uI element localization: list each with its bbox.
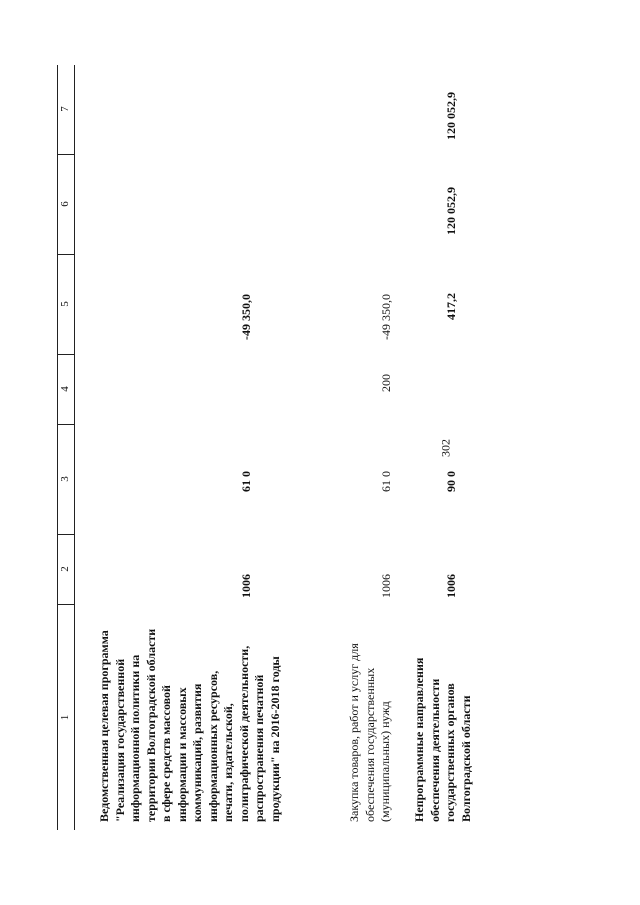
- row-col5: -49 350,0: [239, 294, 253, 340]
- column-number-1: 1: [59, 714, 71, 721]
- page-number: 302: [438, 439, 453, 457]
- row-col5: -49 350,0: [379, 294, 393, 340]
- row-col5: 417,2: [444, 293, 458, 320]
- row-col2: 1006: [239, 574, 253, 598]
- column-number-2: 2: [57, 534, 74, 605]
- row-col3: 61 0: [239, 471, 253, 492]
- row-col6: 120 052,9: [444, 187, 458, 235]
- row-col2: 1006: [379, 574, 393, 598]
- row-name: Ведомственная целевая программа "Реализация государственной информационной политики на территории Волгоградской области в сфере средств массовой информации и массовых коммуникаций, развития информационных ресурсов, печати, издательской, полиграфической деятельности, распространения печатной продукции" на 2016-2018 годы: [97, 628, 282, 822]
- table-header-border: [74, 65, 75, 830]
- row-col3: 61 0: [379, 471, 393, 492]
- row-col4: 200: [379, 374, 393, 392]
- row-name: Закупка товаров, работ и услуг для обеспечения государственных (муниципальных) нужд: [347, 643, 392, 822]
- column-number-4: 4: [57, 354, 74, 425]
- table-row: [97, 65, 287, 830]
- row-col2: 1006: [444, 574, 458, 598]
- row-name: Непрограммные направления обеспечения деятельности государственных органов Волгоградской области: [412, 657, 473, 822]
- column-number-7: 7: [57, 64, 74, 155]
- column-number-6: 6: [57, 154, 74, 255]
- table-row: [412, 65, 477, 830]
- table-row: [347, 65, 397, 830]
- row-col7: 120 052,9: [444, 92, 458, 140]
- column-number-3: 3: [57, 424, 74, 535]
- budget-table: [57, 65, 473, 830]
- column-number-5: 5: [57, 254, 74, 355]
- row-col3: 90 0: [444, 471, 458, 492]
